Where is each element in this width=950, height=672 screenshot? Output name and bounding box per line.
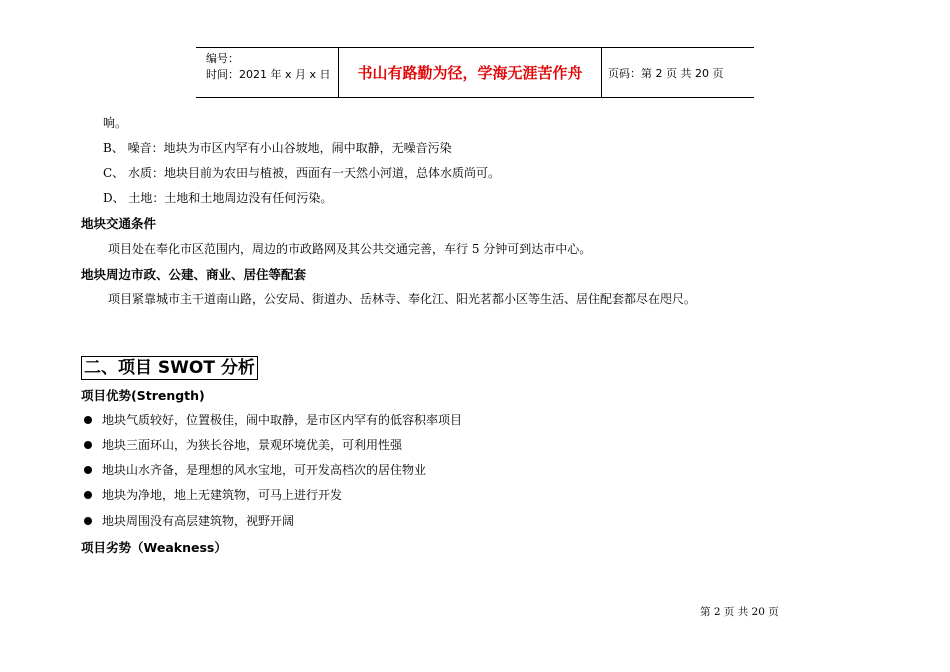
strength-text: 地块三面环山，为狭长谷地，景观环境优美，可利用性强 (102, 438, 403, 452)
list-item (84, 486, 342, 503)
document-date: 时间：2021 年 x 月 x 日 (206, 68, 331, 81)
document-number-label: 编号： (206, 52, 239, 65)
list-item (84, 436, 402, 453)
paragraph-continuation: 响。 (103, 116, 128, 130)
strength-text: 地块周围没有高层建筑物，视野开阔 (102, 514, 295, 528)
bullet-icon (84, 441, 92, 449)
header-page-info: 页码：第 2 页 共 20 页 (608, 66, 724, 80)
list-item (84, 512, 294, 529)
page-footer: 第 2 页 共 20 页 (700, 606, 779, 618)
heading-weakness: 项目劣势（Weakness） (81, 540, 227, 555)
list-item-water: C、 水质：地块目前为农田与植被，西面有一天然小河道，总体水质尚可。 (103, 166, 500, 180)
section-title-swot: 二、项目 SWOT 分析 (81, 356, 258, 380)
list-item (84, 461, 426, 478)
bullet-icon (84, 466, 92, 474)
bullet-icon (84, 517, 92, 525)
list-item-noise: B、 噪音：地块为市区内罕有小山谷坡地，闹中取静，无噪音污染 (103, 141, 452, 155)
heading-strength: 项目优势(Strength) (81, 388, 205, 403)
bullet-icon (84, 491, 92, 499)
paragraph-traffic: 项目处在奉化市区范围内，周边的市政路网及其公共交通完善，车行 5 分钟可到达市中心。 (108, 242, 592, 256)
bullet-icon (84, 416, 92, 424)
header-motto: 书山有路勤为径，学海无涯苦作舟 (338, 48, 602, 97)
heading-facilities: 地块周边市政、公建、商业、居住等配套 (81, 267, 307, 282)
heading-traffic: 地块交通条件 (81, 216, 157, 231)
list-item (84, 411, 462, 428)
list-item-land: D、 土地：土地和土地周边没有任何污染。 (103, 191, 333, 205)
strength-text: 地块山水齐备，是理想的风水宝地，可开发高档次的居住物业 (102, 463, 427, 477)
page-header (196, 47, 754, 98)
paragraph-facilities: 项目紧靠城市主干道南山路，公安局、街道办、岳林寺、奉化江、阳光茗都小区等生活、居住配套都尽在咫尺。 (108, 292, 697, 306)
strength-text: 地块气质较好，位置极佳，闹中取静，是市区内罕有的低容积率项目 (102, 413, 463, 427)
header-meta (206, 51, 331, 83)
strength-text: 地块为净地，地上无建筑物，可马上进行开发 (102, 488, 343, 502)
